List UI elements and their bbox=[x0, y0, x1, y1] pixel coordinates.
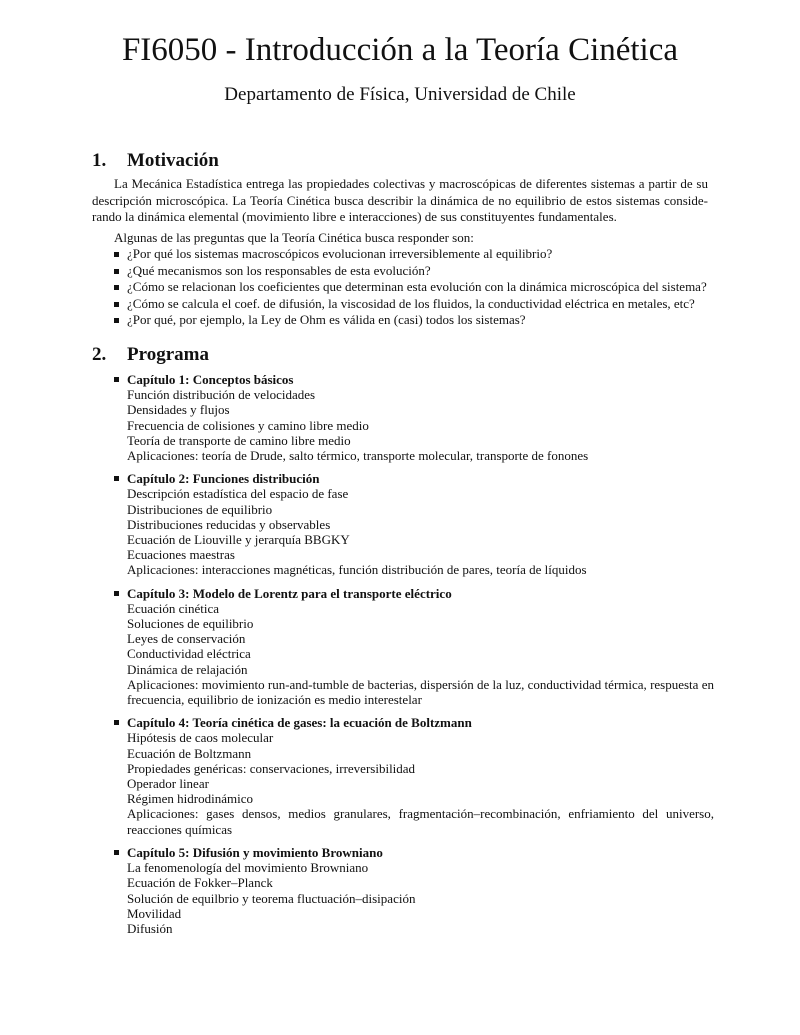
chapter-title: Capítulo 3: Modelo de Lorentz para el transporte eléctrico bbox=[127, 585, 452, 601]
questions-intro-text: Algunas de las preguntas que la Teoría Cinética busca responder son: bbox=[114, 230, 474, 245]
chapter-topic: Aplicaciones: movimiento run-and-tumble de bacterias, dispersión de la luz, conductividad térmica, respuesta en frecuencia, equilibrio de ionización es medio interestelar bbox=[127, 676, 714, 708]
chapter-3 bbox=[114, 586, 714, 708]
chapter-topic: Propiedades genéricas: conservaciones, irreversibilidad bbox=[127, 760, 416, 776]
chapter-title: Capítulo 2: Funciones distribución bbox=[127, 471, 320, 487]
list-item bbox=[114, 263, 714, 280]
chapter-topic: Ecuación de Fokker–Planck bbox=[127, 875, 273, 891]
chapter-topic: Distribuciones de equilibrio bbox=[127, 501, 273, 517]
section-2-title: Programa bbox=[127, 344, 209, 365]
chapter-topic: Soluciones de equilibrio bbox=[127, 616, 254, 632]
paragraph-line: La Mecánica Estadística entrega las propiedades colectivas y macroscópicas de diferentes sistemas a partir de su bbox=[114, 176, 708, 191]
bullet-square-icon bbox=[114, 850, 119, 855]
chapter-topic: Solución de equilbrio y teorema fluctuación–disipación bbox=[127, 890, 416, 906]
chapter-topic: Ecuación cinética bbox=[127, 600, 220, 616]
chapter-topic: Función distribución de velocidades bbox=[127, 387, 316, 403]
chapter-title: Capítulo 4: Teoría cinética de gases: la ecuación de Boltzmann bbox=[127, 715, 472, 731]
chapter-topic: Teoría de transporte de camino libre medio bbox=[127, 432, 351, 448]
section-2-heading bbox=[92, 343, 209, 367]
chapter-topic: Leyes de conservación bbox=[127, 631, 246, 647]
chapter-topic: Difusión bbox=[127, 920, 173, 936]
motivation-paragraph bbox=[92, 176, 708, 226]
chapter-title: Capítulo 1: Conceptos básicos bbox=[127, 372, 294, 387]
section-1-heading bbox=[92, 149, 219, 173]
chapter-5 bbox=[114, 845, 714, 936]
question-text: ¿Qué mecanismos son los responsables de esta evolución? bbox=[127, 262, 431, 278]
questions-list bbox=[114, 246, 714, 329]
bullet-square-icon bbox=[114, 720, 119, 725]
question-text: ¿Por qué los sistemas macroscópicos evolucionan irreversiblemente al equilibrio? bbox=[127, 246, 553, 261]
section-2-number: 2. bbox=[92, 344, 107, 365]
chapter-topic: Operador linear bbox=[127, 776, 209, 792]
chapter-topic: Aplicaciones: gases densos, medios granulares, fragmentación–recombinación, enfriamiento del universo, reacciones químicas bbox=[127, 806, 714, 837]
chapter-topic: Ecuación de Boltzmann bbox=[127, 745, 252, 761]
bullet-square-icon bbox=[114, 591, 119, 596]
section-1-title: Motivación bbox=[127, 150, 219, 171]
chapters-list bbox=[114, 372, 714, 944]
chapter-topic: Dinámica de relajación bbox=[127, 661, 248, 677]
chapter-topic: Ecuación de Liouville y jerarquía BBGKY bbox=[127, 532, 350, 548]
section-1-number: 1. bbox=[92, 150, 107, 171]
list-item bbox=[114, 246, 714, 263]
paragraph-line: descripción microscópica. La Teoría Cinética busca describir la dinámica de no equilibrio de estos sistemas conside- bbox=[92, 192, 708, 208]
bullet-square-icon bbox=[114, 377, 119, 382]
list-item bbox=[114, 279, 714, 296]
question-text: ¿Cómo se relacionan los coeficientes que determinan esta evolución con la dinámica microscópica del sistema? bbox=[127, 279, 707, 294]
chapter-topic: Frecuencia de colisiones y camino libre medio bbox=[127, 417, 369, 433]
bullet-square-icon bbox=[114, 269, 119, 274]
chapter-topic: Descripción estadística del espacio de fase bbox=[127, 486, 349, 502]
chapter-topic: Aplicaciones: teoría de Drude, salto térmico, transporte molecular, transporte de fonones bbox=[127, 448, 589, 464]
question-text: ¿Cómo se calcula el coef. de difusión, la viscosidad de los fluidos, la conductividad eléctrica en metales, etc? bbox=[127, 295, 695, 311]
bullet-square-icon bbox=[114, 285, 119, 290]
bullet-square-icon bbox=[114, 318, 119, 323]
bullet-square-icon bbox=[114, 252, 119, 257]
chapter-topic: Régimen hidrodinámico bbox=[127, 791, 254, 807]
bullet-square-icon bbox=[114, 476, 119, 481]
page-subtitle: Departamento de Física, Universidad de Chile bbox=[224, 84, 576, 105]
chapter-2 bbox=[114, 471, 714, 577]
chapter-4 bbox=[114, 715, 714, 837]
list-item bbox=[114, 296, 714, 313]
chapter-topic: Movilidad bbox=[127, 905, 182, 921]
chapter-topic: La fenomenología del movimiento Browniano bbox=[127, 860, 369, 876]
page-title: FI6050 - Introducción a la Teoría Cinética bbox=[121, 32, 679, 68]
chapter-topic: Distribuciones reducidas y observables bbox=[127, 516, 331, 532]
chapter-topic: Densidades y flujos bbox=[127, 402, 230, 418]
chapter-1 bbox=[114, 372, 714, 463]
list-item bbox=[114, 312, 714, 329]
chapter-topic: Aplicaciones: interacciones magnéticas, función distribución de pares, teoría de líquidos bbox=[127, 562, 587, 578]
chapter-title: Capítulo 5: Difusión y movimiento Browniano bbox=[127, 844, 383, 860]
question-text: ¿Por qué, por ejemplo, la Ley de Ohm es válida en (casi) todos los sistemas? bbox=[127, 312, 526, 327]
chapter-topic: Conductividad eléctrica bbox=[127, 646, 251, 662]
bullet-square-icon bbox=[114, 302, 119, 307]
paragraph-line: rando la dinámica elemental (movimiento libre e interacciones) de sus constituyentes fundamentales. bbox=[92, 209, 617, 224]
questions-intro bbox=[92, 230, 708, 247]
chapter-topic: Ecuaciones maestras bbox=[127, 547, 235, 563]
chapter-topic: Hipótesis de caos molecular bbox=[127, 730, 274, 746]
